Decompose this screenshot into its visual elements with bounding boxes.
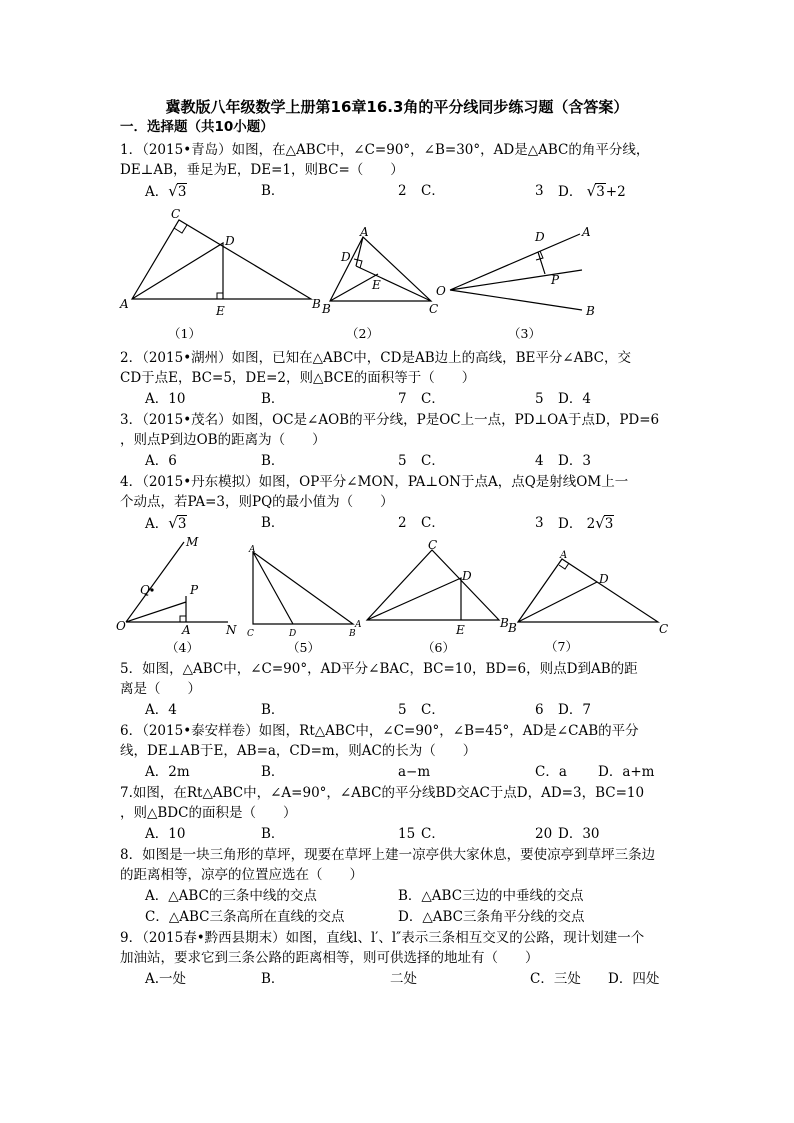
q8-option-b: B．△ABC三边的中垂线的交点 — [398, 888, 584, 904]
q9-option-a: A.一处 — [145, 971, 187, 987]
fig1-label-c: C — [171, 207, 181, 221]
q7-option-a: A．10 — [145, 826, 186, 842]
fig2-caption: （2） — [346, 326, 379, 341]
q6-option-d: D．a+m — [598, 764, 655, 780]
q1-line2: DE⊥AB，垂足为E，DE=1，则BC=（ ） — [120, 162, 404, 178]
q4-option-b-label: B． — [261, 515, 285, 531]
q4-option-d: D． 2√3 — [558, 514, 614, 532]
figure-6 — [352, 536, 517, 656]
q4-line1: 4．（2015•丹东模拟）如图，OP平分∠MON，PA⊥ON于点A，点Q是射线OM上一 — [120, 474, 629, 490]
q8-line1: 8．如图是一块三角形的草坪，现要在草坪上建一凉亭供大家休息，要使凉亭到草坪三条边 — [120, 847, 656, 863]
figure-5 — [245, 544, 365, 656]
q2-option-d: D．4 — [558, 391, 591, 407]
q1-option-a: A．√3 — [145, 182, 187, 200]
q1-option-c-label: C． — [421, 183, 445, 199]
fig3-caption: （3） — [508, 326, 541, 341]
fig2-label-b: B — [322, 302, 331, 316]
q9-line1: 9．（2015春•黔西县期末）如图，直线l、l′、l″表示三条相互交叉的公路，现计划建一个 — [120, 930, 645, 946]
q6-option-b-value: a−m — [398, 764, 431, 780]
q6-option-c: C．a — [535, 764, 567, 780]
q4-option-a: A．√3 — [145, 514, 187, 532]
fig2-label-c: C — [429, 302, 439, 316]
q3-line1: 3．（2015•茂名）如图，OC是∠AOB的平分线，P是OC上一点，PD⊥OA于点D，PD=6 — [120, 412, 660, 428]
q6-line1: 6．（2015•泰安样卷）如图，Rt△ABC中，∠C=90°，∠B=45°，AD是∠CAB的平分 — [120, 723, 639, 739]
q1-option-b-label: B． — [261, 183, 285, 199]
fig6-label-d: D — [462, 569, 472, 583]
fig6-caption: （6） — [422, 640, 455, 655]
fig6-label-a: A — [355, 620, 362, 630]
fig4-caption: （4） — [166, 640, 199, 655]
section-heading: 一．选择题（共10小题） — [120, 119, 274, 135]
fig5-label-a: A — [249, 545, 256, 555]
q9-option-b-value: 二处 — [390, 971, 417, 987]
figure-7 — [505, 545, 675, 656]
q3-line2: ，则点P到边OB的距离为（ ） — [120, 432, 326, 448]
q4-option-b-value: 2 — [398, 515, 407, 531]
figure-1 — [118, 205, 328, 345]
q2-option-b-label: B． — [261, 391, 285, 407]
figure-3 — [432, 222, 602, 345]
fig4-label-p: P — [190, 583, 199, 597]
fig4-label-m: M — [186, 535, 199, 549]
q7-option-d: D．30 — [558, 826, 600, 842]
q5-option-b-label: B． — [261, 702, 285, 718]
q5-option-c-value: 6 — [535, 702, 544, 718]
q9-line2: 加油站，要求它到三条公路的距离相等，则可供选择的地址有（ ） — [120, 950, 539, 966]
fig5-caption: （5） — [287, 640, 320, 655]
fig1-label-b: B — [312, 297, 321, 311]
q4-line2: 个动点，若PA=3，则PQ的最小值为（ ） — [120, 494, 394, 510]
q2-option-c-label: C． — [421, 391, 445, 407]
q1-option-c-value: 3 — [535, 183, 544, 199]
q6-line2: 线，DE⊥AB于E，AB=a，CD=m，则AC的长为（ ） — [120, 743, 477, 759]
q7-line2: ，则△BDC的面积是（ ） — [120, 805, 297, 821]
q1-line1: 1．（2015•青岛）如图，在△ABC中，∠C=90°，∠B=30°，AD是△ABC的角平分线， — [120, 142, 650, 158]
q3-option-a: A．6 — [145, 453, 177, 469]
figure-4 — [116, 536, 246, 656]
q9-option-c: C．三处 — [530, 971, 581, 987]
q2-option-c-value: 5 — [535, 391, 544, 407]
q3-option-c-label: C． — [421, 453, 445, 469]
q9-option-d: D．四处 — [608, 971, 660, 987]
fig7-label-c: C — [659, 622, 669, 636]
fig4-label-n: N — [226, 623, 237, 637]
q3-option-c-value: 4 — [535, 453, 544, 469]
q5-line2: 离是（ ） — [120, 681, 201, 697]
q5-option-c-label: C． — [421, 702, 445, 718]
q5-option-d: D．7 — [558, 702, 591, 718]
q6-option-a: A．2m — [145, 764, 190, 780]
fig1-caption: （1） — [168, 326, 201, 341]
fig1-label-a: A — [120, 297, 129, 311]
figure-2 — [318, 225, 448, 345]
q8-option-a: A．△ABC的三条中线的交点 — [145, 888, 317, 904]
fig2-label-a: A — [360, 225, 369, 239]
q7-option-b-label: B． — [261, 826, 285, 842]
q2-line2: CD于点E，BC=5，DE=2，则△BCE的面积等于（ ） — [120, 370, 476, 386]
fig4-label-o: O — [116, 619, 126, 633]
page-title: 冀教版八年级数学上册第16章16.3角的平分线同步练习题（含答案） — [165, 98, 629, 116]
fig2-label-e: E — [372, 278, 381, 292]
fig7-label-a: A — [560, 550, 568, 561]
q1-option-d: D． √3+2 — [558, 182, 626, 200]
fig1-label-e: E — [216, 304, 225, 318]
fig7-label-b: B — [508, 621, 517, 635]
q5-option-a: A．4 — [145, 702, 177, 718]
q7-line1: 7.如图，在Rt△ABC中，∠A=90°，∠ABC的平分线BD交AC于点D，AD=3，BC=10 — [120, 785, 645, 801]
fig4-label-a: A — [182, 623, 191, 637]
fig7-label-d: D — [599, 572, 609, 586]
q1-option-b-value: 2 — [398, 183, 407, 199]
fig3-label-p: P — [551, 273, 560, 287]
fig3-label-b: B — [586, 304, 595, 318]
q5-option-b-value: 5 — [398, 702, 407, 718]
fig3-label-a: A — [582, 225, 591, 239]
fig3-label-d: D — [535, 230, 545, 244]
q3-option-b-value: 5 — [398, 453, 407, 469]
q7-option-c-label: C． — [421, 826, 445, 842]
q5-line1: 5．如图，△ABC中，∠C=90°，AD平分∠BAC，BC=10，BD=6，则点D到AB的距 — [120, 661, 638, 677]
q4-option-c-value: 3 — [535, 515, 544, 531]
q6-option-b-label: B． — [261, 764, 285, 780]
fig4-label-q: Q — [140, 583, 150, 597]
q4-option-c-label: C． — [421, 515, 445, 531]
fig5-label-b: B — [349, 629, 356, 639]
q7-option-b-value: 15 — [398, 826, 416, 842]
fig2-label-d: D — [341, 250, 351, 264]
q8-option-c: C．△ABC三条高所在直线的交点 — [145, 909, 345, 925]
fig5-label-c: C — [247, 629, 254, 639]
q7-option-c-value: 20 — [535, 826, 553, 842]
q3-option-b-label: B． — [261, 453, 285, 469]
fig6-label-c: C — [428, 538, 438, 552]
fig6-label-b: B — [500, 616, 509, 630]
fig6-label-e: E — [456, 623, 465, 637]
q2-line1: 2．（2015•湖州）如图，已知在△ABC中，CD是AB边上的高线，BE平分∠ABC，交 — [120, 350, 631, 366]
q2-option-b-value: 7 — [398, 391, 407, 407]
q9-option-b-label: B． — [261, 971, 285, 987]
fig1-label-d: D — [225, 234, 235, 248]
q8-option-d: D．△ABC三条角平分线的交点 — [398, 909, 585, 925]
fig7-caption: （7） — [545, 639, 578, 654]
q8-line2: 的距离相等，凉亭的位置应选在（ ） — [120, 867, 363, 883]
fig5-label-d: D — [289, 629, 297, 639]
q3-option-d: D．3 — [558, 453, 591, 469]
fig3-label-o: O — [436, 284, 446, 298]
q2-option-a: A．10 — [145, 391, 186, 407]
